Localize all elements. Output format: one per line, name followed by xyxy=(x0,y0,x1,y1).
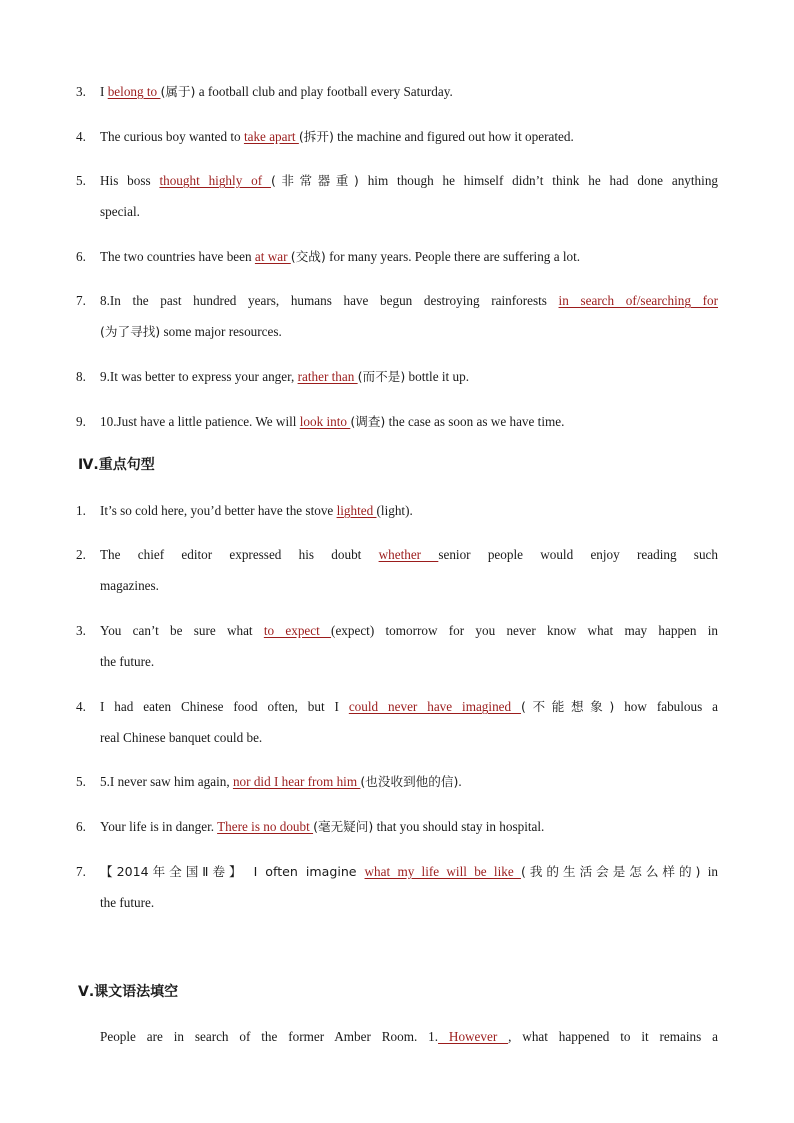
answer-text: take apart xyxy=(243,129,299,144)
sentence-text: senior people would enjoy reading such xyxy=(438,547,718,562)
sentence-text: a football club and play football every Saturday. xyxy=(195,84,453,99)
sentence-text: I xyxy=(100,84,108,99)
item-number: 7. xyxy=(76,293,86,308)
sentence-text: 【2014年全国Ⅱ卷】 I often imagine xyxy=(100,864,365,879)
chinese-hint: (也没收到他的信) xyxy=(360,774,459,789)
item-number: 4. xyxy=(76,129,86,144)
item-text xyxy=(100,766,718,797)
answer-text: belong to xyxy=(107,84,161,99)
item-number: 5. xyxy=(76,173,86,188)
sentence-text: 5.I never saw him again, xyxy=(100,774,233,789)
answer-text: whether xyxy=(378,547,439,562)
sentence-text: 9.It was better to express your anger, xyxy=(100,369,298,384)
item-number: 4. xyxy=(76,699,86,714)
answer-text: look into xyxy=(299,414,351,429)
sentence-text: 8.In the past hundred years, humans have begun destroying rainforests xyxy=(100,293,559,308)
chinese-hint: (而不是) xyxy=(357,369,406,384)
item-text xyxy=(100,406,718,437)
sentence-text: I had eaten Chinese food often, but I xyxy=(100,699,349,714)
sentence-text: The curious boy wanted to xyxy=(100,129,244,144)
sentence-text: You can’t be sure what xyxy=(100,623,264,638)
chinese-hint: (非常器重) xyxy=(270,173,359,188)
item-text-continued: special. xyxy=(100,204,140,219)
item-text xyxy=(100,165,718,196)
answer-text: However xyxy=(438,1029,509,1044)
item-number: 6. xyxy=(76,249,86,264)
chinese-hint: (不能想象) xyxy=(521,699,615,714)
sentence-text: The two countries have been xyxy=(100,249,255,264)
sentence-text: that you should stay in hospital. xyxy=(373,819,545,834)
sentence-text: His boss xyxy=(100,173,160,188)
item-text-continued: real Chinese banquet could be. xyxy=(100,730,263,745)
chinese-hint: (为了寻找) xyxy=(100,324,161,339)
chinese-hint: (拆开) xyxy=(298,129,334,144)
sentence-text: some major resources. xyxy=(160,324,282,339)
item-text xyxy=(100,691,718,722)
item-number: 9. xyxy=(76,414,86,429)
item-text xyxy=(100,241,718,272)
answer-text: There is no doubt xyxy=(217,819,314,834)
sentence-text: The chief editor expressed his doubt xyxy=(100,547,379,562)
chinese-hint: (交战) xyxy=(290,249,326,264)
sentence-text: 10.Just have a little patience. We will xyxy=(100,414,300,429)
item-number: 3. xyxy=(76,84,86,99)
sentence-text: bottle it up. xyxy=(405,369,469,384)
cloze-paragraph xyxy=(100,1021,718,1052)
answer-text: rather than xyxy=(297,369,358,384)
item-number: 1. xyxy=(76,503,86,518)
item-number: 7. xyxy=(76,864,86,879)
answer-text: thought highly of xyxy=(159,173,271,188)
item-text xyxy=(100,856,718,887)
chinese-hint: (属于) xyxy=(160,84,196,99)
item-text xyxy=(100,121,718,152)
answer-text: to expect xyxy=(263,623,332,638)
sentence-text: Your life is in danger. xyxy=(100,819,218,834)
paragraph-text: , what happened to it remains a xyxy=(508,1029,718,1044)
item-number: 8. xyxy=(76,369,86,384)
answer-text: lighted xyxy=(336,503,377,518)
item-text-continued xyxy=(100,316,718,347)
item-text-continued: the future. xyxy=(100,895,155,910)
item-text xyxy=(100,539,718,570)
sentence-text: for many years. People there are suffering a lot. xyxy=(325,249,581,264)
section-heading-v: Ⅴ.课文语法填空 xyxy=(78,984,179,1000)
item-text xyxy=(100,76,718,107)
sentence-text: (expect) tomorrow for you never know what may happen in xyxy=(331,623,718,638)
sentence-text: (light). xyxy=(376,503,413,518)
item-text xyxy=(100,495,718,526)
paragraph-text: People are in search of the former Amber Room. 1. xyxy=(100,1029,439,1044)
sentence-text: . xyxy=(458,774,462,789)
item-number: 3. xyxy=(76,623,86,638)
sentence-text: in xyxy=(700,864,718,879)
item-text xyxy=(100,811,718,842)
answer-text: at war xyxy=(254,249,291,264)
item-text-continued: the future. xyxy=(100,654,155,669)
sentence-text: him though he himself didn’t think he had done anything xyxy=(358,173,719,188)
answer-text: in search of/searching for xyxy=(558,293,718,308)
chinese-hint: (调查) xyxy=(350,414,386,429)
item-number: 2. xyxy=(76,547,86,562)
answer-text: could never have imagined xyxy=(348,699,522,714)
answer-text: what my life will be like xyxy=(364,864,521,879)
item-number: 6. xyxy=(76,819,86,834)
sentence-text: the case as soon as we have time. xyxy=(385,414,565,429)
sentence-text: the machine and figured out how it operated. xyxy=(333,129,574,144)
chinese-hint: (毫无疑问) xyxy=(313,819,374,834)
item-text xyxy=(100,285,718,316)
item-text xyxy=(100,615,718,646)
chinese-hint: (我的生活会是怎么样的) xyxy=(520,864,701,879)
section-heading-iv: Ⅳ.重点句型 xyxy=(78,457,155,473)
sentence-text: It’s so cold here, you’d better have the stove xyxy=(100,503,337,518)
sentence-text: how fabulous a xyxy=(614,699,719,714)
item-text xyxy=(100,361,718,392)
answer-text: nor did I hear from him xyxy=(232,774,361,789)
item-text-continued: magazines. xyxy=(100,578,159,593)
item-number: 5. xyxy=(76,774,86,789)
